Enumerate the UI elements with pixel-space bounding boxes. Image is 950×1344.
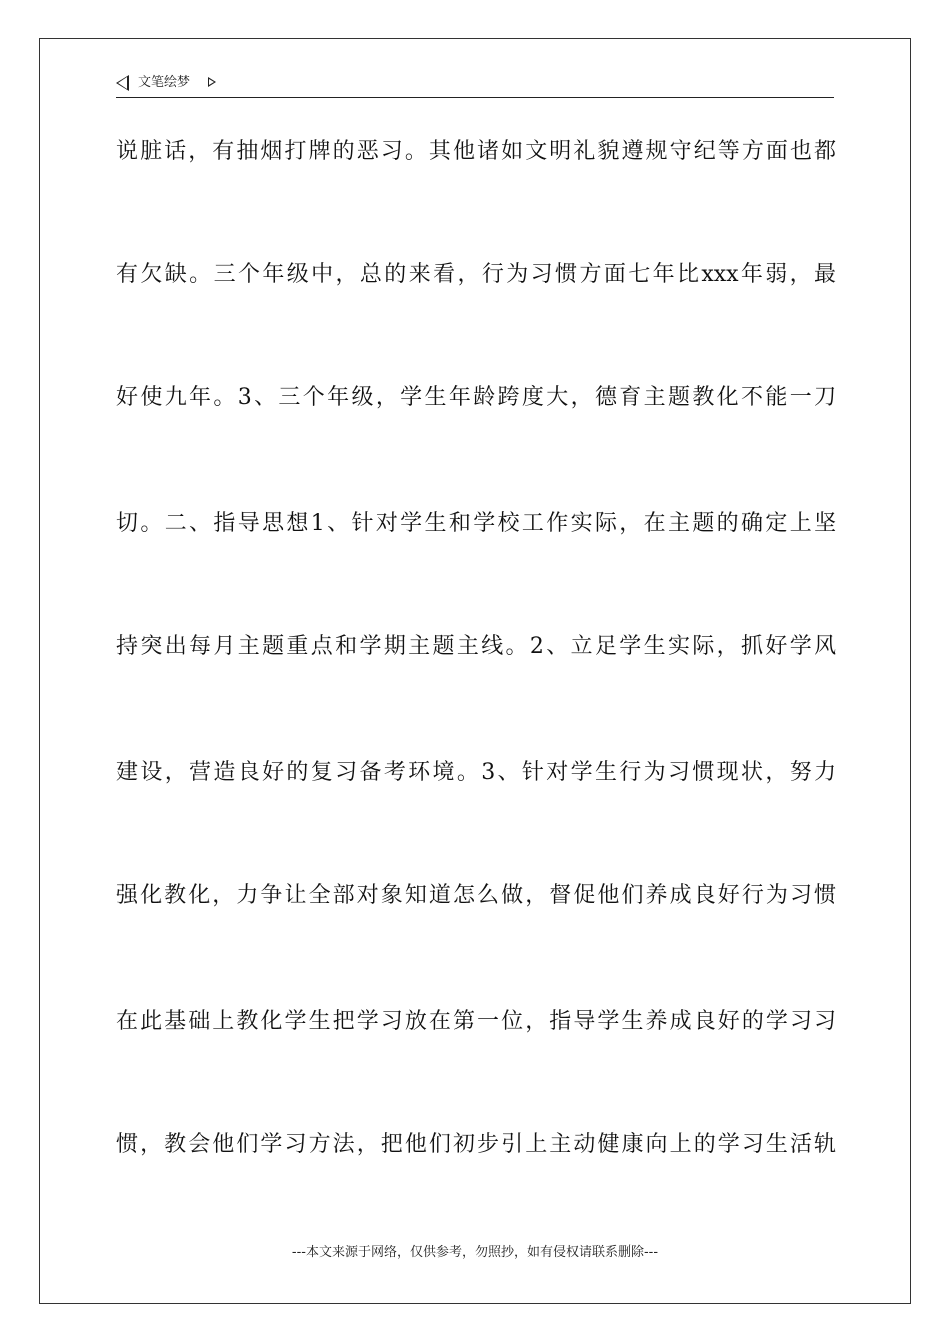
body-line: 好使九年。3、三个年级，学生年龄跨度大，德育主题教化不能一刀 — [116, 385, 836, 410]
body-line: 惯，教会他们学习方法，把他们初步引上主动健康向上的学习生活轨 — [116, 1132, 836, 1157]
body-line: 建设，营造良好的复习备考环境。3、针对学生行为习惯现状，努力 — [116, 760, 836, 785]
body-line: 在此基础上教化学生把学习放在第一位，指导学生养成良好的学习习 — [116, 1009, 836, 1034]
page-frame — [39, 38, 911, 1304]
body-line: 持突出每月主题重点和学期主题主线。2、立足学生实际，抓好学风 — [116, 634, 836, 659]
left-triangle-icon — [116, 75, 129, 91]
page-header — [116, 72, 834, 98]
body-line: 说脏话，有抽烟打牌的恶习。其他诸如文明礼貌遵规守纪等方面也都 — [116, 139, 836, 164]
body-line: 切。二、指导思想1、针对学生和学校工作实际，在主题的确定上坚 — [116, 511, 836, 536]
page-footer: ---本文来源于网络，仅供参考，勿照抄，如有侵权请联系删除--- — [291, 1245, 659, 1260]
header-brand: 文笔绘梦 — [138, 75, 191, 90]
right-triangle-icon — [208, 77, 216, 87]
body-line: 强化教化，力争让全部对象知道怎么做，督促他们养成良好行为习惯 — [116, 883, 836, 908]
body-line: 有欠缺。三个年级中，总的来看，行为习惯方面七年比xxx年弱，最 — [116, 262, 836, 287]
